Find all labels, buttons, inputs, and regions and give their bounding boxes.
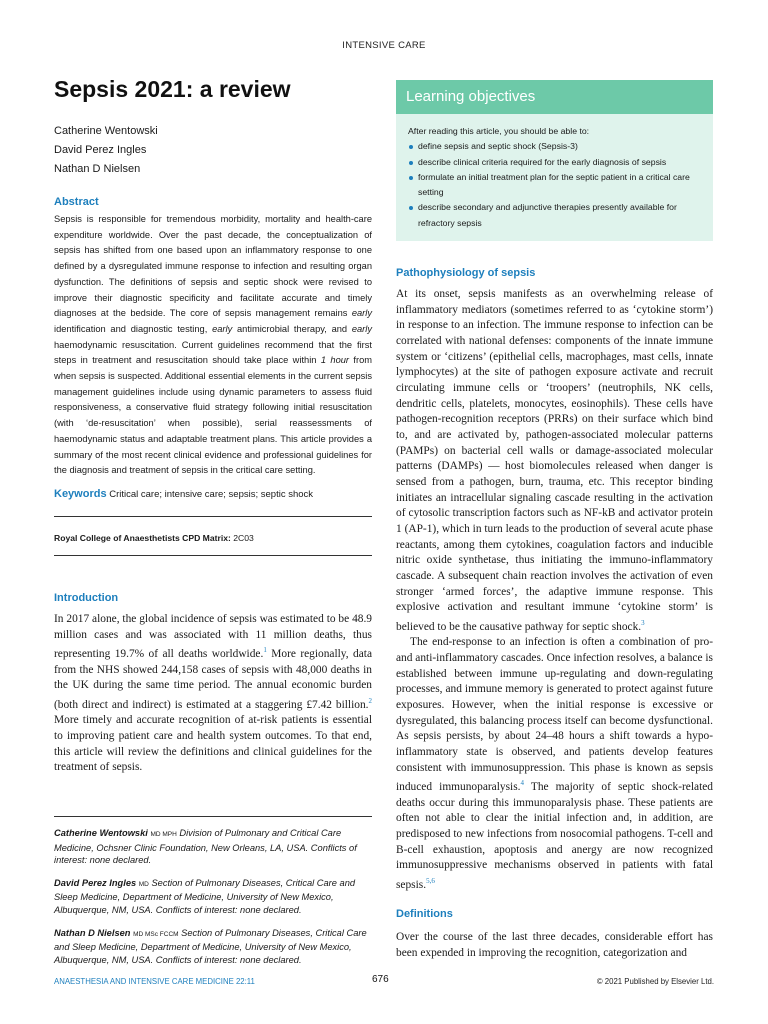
list-item: describe clinical criteria required for the early diagnosis of sepsis [408, 155, 701, 170]
introduction-heading: Introduction [54, 591, 119, 604]
learning-objectives-heading: Learning objectives [396, 80, 713, 114]
introduction-section [54, 592, 372, 776]
author-name: David Perez Ingles [54, 144, 147, 156]
abstract-heading: Abstract [54, 196, 99, 208]
list-item: describe secondary and adjunctive therapies presently available for refractory sepsis [408, 200, 701, 231]
divider [54, 555, 372, 556]
right-column [396, 80, 713, 962]
keywords [54, 487, 372, 502]
learning-objectives-list [408, 139, 701, 231]
affiliation: Catherine Wentowski MD MPH Division of Pulmonary and Critical Care Medicine, Ochsner Clinic Foundation, New Orleans, LA, USA. Conflicts of interest: none declared. [54, 828, 357, 866]
pathophysiology-heading: Pathophysiology of sepsis [396, 267, 536, 280]
affiliation: David Perez Ingles MD Section of Pulmonary Diseases, Critical Care and Sleep Medicine, Department of Medicine, University of New Mexico, Albuquerque, NM, USA. Conflicts of interest: none declared. [54, 877, 356, 916]
author-name: Catherine Wentowski [54, 125, 158, 137]
citation-link[interactable]: 1 [263, 646, 267, 655]
citation-link[interactable]: 2 [368, 697, 372, 706]
running-head: INTENSIVE CARE [342, 40, 426, 51]
divider [54, 516, 372, 517]
author-list [54, 125, 372, 176]
copyright: © 2021 Published by Elsevier Ltd. [596, 977, 714, 986]
definitions-heading: Definitions [396, 908, 453, 921]
page-footer [54, 974, 714, 990]
introduction-paragraph: In 2017 alone, the global incidence of sepsis was estimated to be 48.9 million cases and was associated with 11 million deaths, thus representing 19.7% of all deaths worldwide.$^1$ More regionally, data from the NHS showed 244,158 cases of sepsis with 48,000 deaths in the UK during the same time period. The annual economic burden (both direct and indirect) is estimated at a staggering £7.42 billion.$^2$ More timely and accurate recognition of at-risk patients is essential to improving patient care and health system outcomes. To that end, this article will review the definitions and clinical guidelines for the treatment of sepsis. [54, 612, 372, 774]
learning-objectives-intro: After reading this article, you should be able to: [408, 126, 590, 136]
body-paragraph: Over the course of the last three decades, considerable effort has been expended in improving the recognition, categorization and [396, 931, 713, 960]
list-item: define sepsis and septic shock (Sepsis-3) [408, 139, 701, 154]
divider [54, 816, 372, 817]
pathophysiology-section [396, 267, 713, 893]
cpd-matrix: Royal College of Anaesthetists CPD Matrix: 2C03 [54, 532, 254, 543]
list-item: formulate an initial treatment plan for the septic patient in a critical care setting [408, 170, 701, 201]
affiliation: Nathan D Nielsen MD MSc FCCM Section of Pulmonary Diseases, Critical Care and Sleep Medicine, Department of Medicine, University of New Mexico, Albuquerque, NM, USA. Conflicts of interest: none declared. [54, 927, 367, 965]
author-name: Nathan D Nielsen [54, 163, 141, 175]
article-title: Sepsis 2021: a review [54, 76, 291, 102]
citation-link[interactable]: 5,6 [426, 876, 435, 885]
affiliations [54, 827, 372, 966]
citation-link[interactable]: 3 [641, 618, 645, 627]
abstract-text: Sepsis is responsible for tremendous morbidity, mortality and health-care expenditure worldwide. Over the past decade, the conceptualization of sepsis has shifted from one based upon an inflammatory response to one defined by a dysregulated immune response to infection and resulting organ dysfunction. The definitions of sepsis and septic shock were revised to improve their diagnostic specificity and facilitate accurate and timely diagnoses at the bedside. The core of sepsis management remains early identification and diagnostic testing, early antimicrobial therapy, and early haemodynamic resuscitation. Current guidelines recommend that the first steps in treatment and resuscitation should take place within 1 hour from when sepsis is suspected. Additional essential elements in the current sepsis management guidelines include using dynamic parameters to assess fluid responsiveness, a conservative fluid strategy following initial resuscitation (with ‘de-resuscitation’ when possible), serial reassessments of haemodynamic status and adaptable treatment plans. This article provides a summary of the most recent clinical evidence and professional guidelines for the diagnosis and treatment of sepsis in the critical care setting. [54, 214, 372, 476]
page-number: 676 [372, 974, 389, 985]
left-column [54, 76, 372, 966]
journal-citation: ANAESTHESIA AND INTENSIVE CARE MEDICINE 22:11 [54, 977, 255, 986]
citation-link[interactable]: 4 [520, 779, 524, 788]
body-paragraph: At its onset, sepsis manifests as an overwhelming release of inflammatory mediators (sometimes referred to as ‘cytokine storm’) in response to an infection. The immune response to infection can be correlated with national defenses: components of the innate immune system or ‘citizens’ (epithelial cells, macrophages, mast cells, innate lymphocytes) at the site of pathogen exposure activate and recruit circulating immune cells or ‘troopers’ (neutrophils, NK cells, dendritic cells, platelets, monocytes, eosinophils). These cells have pathogen-recognition receptors (PRRs) on their surface which bind to, and are activated by, pathogen-associated molecular patterns (PAMPs) on bacterial cell walls or damage-associated molecular patterns (DAMPs) — host biomolecules released when danger is sensed from a pathogen, burn, trauma, etc. This receptor binding initiates an intracellular signaling cascade resulting in the activation of cytosolic transcription factors such as NF-kB and activator protein 1 (AP-1), which in turn leads to the production of several acute phase reactants, among them cytokines, coagulation factors and inducible nitric oxide synthetase, thus initiating the immuno-inflammatory cascade. A subsequent chain reaction involves the activation of even stronger ‘armed forces’, the adaptive immune response. This explosive activation and resultant immune ‘cytokine storm’ is believed to be the causative pathway for septic shock.$^3$ [396, 288, 713, 633]
body-paragraph: The end-response to an infection is often a combination of pro- and anti-inflammatory cascades. Once infection resolves, a balance is established between immune up-regulating and down-regulating processes, and immune memory is generated to protect against future exposures. However, when the initial response is excessive or dysregulated, this balancing process itself can become dysfunctional. As sepsis persists, by about 24–48 hours a shift towards a hypo-inflammatory state is observed, and patients develop features consistent with immunosuppression. This phase is known as sepsis induced immunoparalysis.$^4$ The majority of septic shock-related deaths occur during this immunoparalysis phase. These patients are often not able to clear the initial infection and, in addition, are predisposed to new infections from nosocomial pathogens. T-cell and B-cell exhaustion, apoptosis and anergy are now recognized immunosuppressive mechanisms observed in patients with fatal sepsis.$^{5,6}$ [396, 636, 713, 891]
keywords-label: Keywords [54, 487, 107, 500]
definitions-section [396, 908, 713, 961]
keywords-text: Critical care; intensive care; sepsis; septic shock [109, 488, 314, 500]
learning-objectives-box [396, 80, 713, 241]
abstract-section [54, 196, 372, 556]
